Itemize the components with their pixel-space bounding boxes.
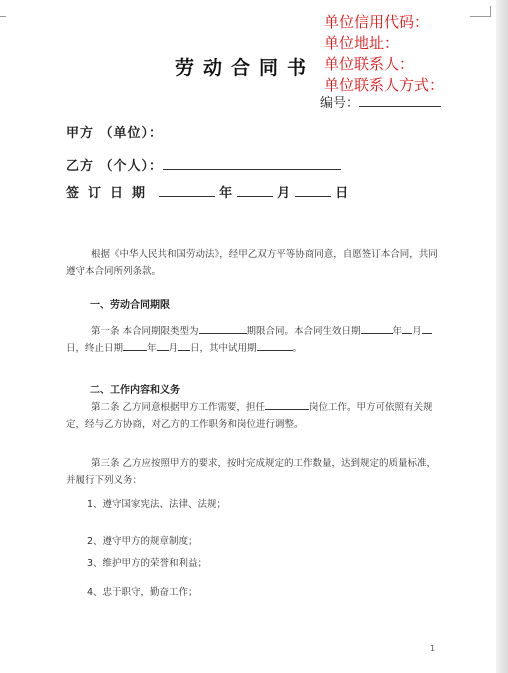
end-day-blank	[178, 340, 190, 351]
duty-item-4: 4、忠于职守，勤奋工作；	[87, 587, 198, 598]
page-edge-shadow	[496, 0, 508, 673]
end-year-blank	[123, 340, 147, 351]
clause-1-end-text: 日，终止日期	[66, 343, 124, 354]
clause-1-month: 月	[412, 326, 422, 337]
start-month-blank	[402, 323, 412, 334]
party-b-label: 乙方 （个人）：	[66, 159, 164, 174]
start-day-blank	[422, 323, 432, 334]
position-blank	[265, 399, 309, 410]
sign-day-label: 日	[335, 186, 349, 201]
address-label: 单位地址：	[324, 34, 400, 52]
sign-day-blank	[295, 184, 331, 197]
sign-year-label: 年	[219, 186, 233, 201]
document-title: 劳动合同书	[174, 57, 315, 79]
contact-person-label: 单位联系人：	[324, 55, 415, 73]
contact-method-label: 单位联系人方式：	[324, 76, 445, 94]
clause-1-text-a: 第一条 本合同期限类型为	[91, 326, 199, 337]
contract-number	[320, 92, 441, 111]
sign-month-blank	[237, 184, 273, 197]
page-corner-mark	[470, 6, 491, 17]
duty-item-2: 2、遵守甲方的规章制度；	[87, 536, 198, 547]
duty-item-3: 3、维护甲方的荣誉和利益；	[87, 558, 208, 569]
intro-paragraph: 根据《中华人民共和国劳动法》，经甲乙双方平等协商同意，自愿签订本合同，共同遵守本合同所列条款。	[66, 249, 438, 277]
probation-blank	[257, 340, 293, 351]
sign-month-label: 月	[277, 186, 291, 201]
party-a-field: 甲方 （单位）：	[66, 126, 164, 141]
number-blank	[359, 94, 441, 107]
section-2-heading: 二、工作内容和义务	[90, 385, 180, 396]
clause-3: 第三条 乙方应按照甲方的要求，按时完成规定的工作数量，达到规定的质量标准，并履行下列义务：	[66, 458, 437, 486]
clause-2	[66, 399, 442, 433]
clause-1-end-punct: 。	[292, 343, 303, 354]
page-corner-mark-left	[0, 6, 6, 17]
credit-code-label: 单位信用代码：	[324, 13, 430, 31]
start-year-blank	[361, 323, 393, 334]
section-1-heading: 一、劳动合同期限	[90, 300, 170, 311]
clause-1-end-month: 月	[168, 343, 179, 354]
clause-2-text-b: 岗位工作。甲方可依照有关规定，经与乙方协商，对乙方的工作职务和岗位进行调整。	[66, 402, 433, 430]
page-number: 1	[430, 644, 436, 653]
clause-2-text-a: 第二条 乙方同意根据甲方工作需要，担任	[91, 402, 266, 413]
sign-year-blank	[159, 184, 215, 197]
end-month-blank	[157, 340, 169, 351]
clause-1	[66, 323, 442, 357]
clause-1-text-b: 期限合同。本合同生效日期	[246, 326, 361, 337]
party-b-field	[66, 155, 341, 174]
duty-item-1: 1、遵守国家宪法、法律、法规；	[87, 499, 227, 510]
number-label: 编号：	[320, 96, 360, 111]
clause-1-year: 年	[392, 326, 403, 337]
clause-1-end-year: 年	[147, 343, 157, 354]
sign-date-label: 签订日期	[66, 186, 155, 201]
sign-date-line	[66, 182, 348, 201]
clause-1-probation-text: 日，其中试用期	[190, 343, 257, 354]
party-b-blank	[163, 157, 341, 170]
contract-type-blank	[199, 323, 247, 334]
